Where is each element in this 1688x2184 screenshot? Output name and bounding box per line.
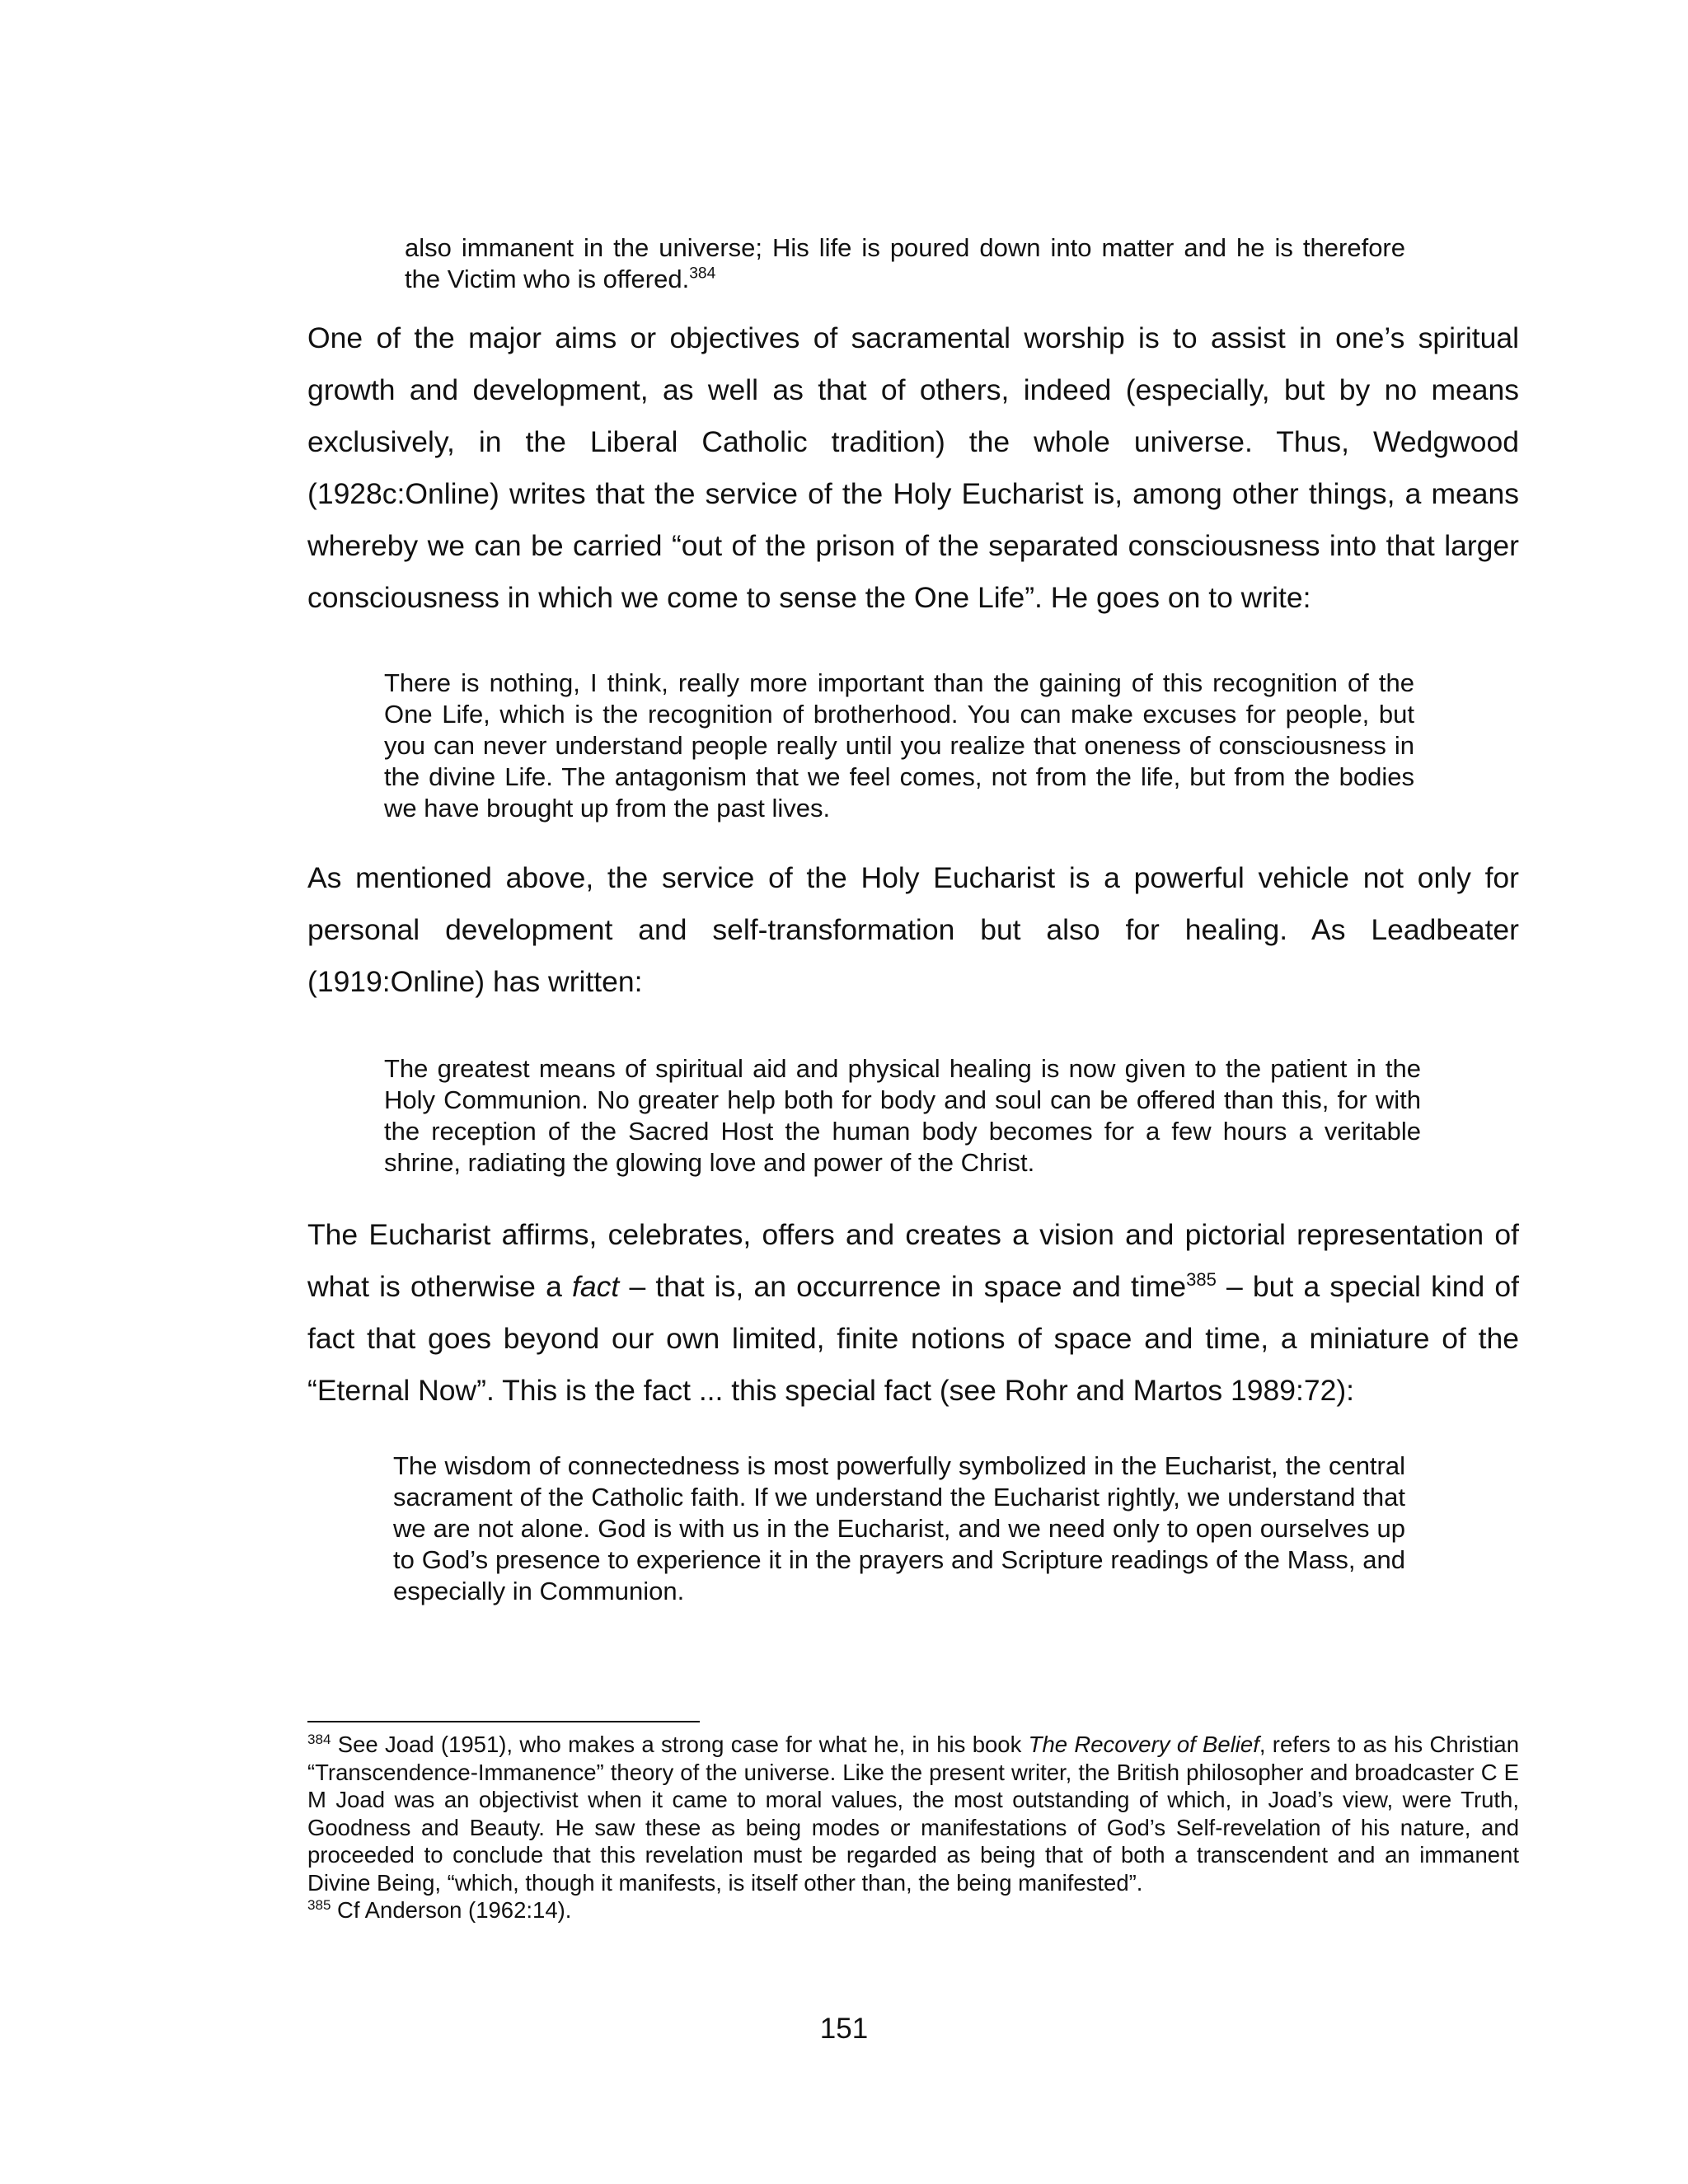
footnote-number-384: 384 <box>307 1731 331 1747</box>
footnote-385-text: Cf Anderson (1962:14). <box>331 1897 572 1923</box>
emphasis-fact: fact <box>572 1270 620 1303</box>
body-paragraph-1: One of the major aims or objectives of sacramental worship is to assist in one’s spiritual growth and development, as well as that of others, indeed (especially, but by no means exclusively, in the Liberal Catholic tradition) the whole universe. Thus, Wedgwood (1928c:Online) writes that the service of the Holy Eucharist is, among other things, a means whereby we can be carried “out of the prison of the separated consciousness into that larger consciousness in which we come to sense the One Life”. He goes on to write: <box>307 321 1519 614</box>
footnote-384 <box>307 1731 1519 1896</box>
footnote-separator <box>307 1721 700 1722</box>
body-paragraph-3 <box>307 1209 1519 1417</box>
footnote-384-text-a: See Joad (1951), who makes a strong case for what he, in his book <box>331 1732 1029 1757</box>
footnote-number-385: 385 <box>307 1896 331 1913</box>
footnotes <box>307 1721 1519 1924</box>
footnote-ref-385: 385 <box>1186 1269 1217 1291</box>
block-quote-4: The wisdom of connectedness is most powerfully symbolized in the Eucharist, the central sacrament of the Catholic faith. If we understand the Eucharist rightly, we understand that we are not alone. God is with us in the Eucharist, and we need only to open ourselves up to God’s presence to experience it in the prayers and Scripture readings of the Mass, and especially in Communion. <box>393 1451 1405 1605</box>
footnote-384-text-b: , refers to as his Christian “Transcendence-Immanence” theory of the universe. Like the present writer, the British philosopher and broadcaster C E M Joad was an objectivist when it came to moral values, the most outstanding of which, in Joad’s view, were Truth, Goodness and Beauty. He saw these as being modes or manifestations of God’s Self-revelation of his nature, and proceeded to conclude that this revelation must be regarded as being that of both a transcendent and an immanent Divine Being, “which, though it manifests, is itself other than, the being manifested”. <box>307 1732 1519 1896</box>
paragraph-3-text-c: – but a special kind of fact that goes beyond our own limited, finite notions of space and time, a miniature of the “Eternal Now”. This is the fact ... this special fact (see Rohr and Martos 1989:72): <box>307 1270 1519 1407</box>
block-quote-2: There is nothing, I think, really more important than the gaining of this recognition of the One Life, which is the recognition of brotherhood. You can make excuses for people, but you can never understand people really until you realize that oneness of consciousness in the divine Life. The antagonism that we feel comes, not from the life, but from the bodies we have brought up from the past lives. <box>384 668 1414 823</box>
block-quote-1 <box>405 232 1405 295</box>
body-paragraph-2: As mentioned above, the service of the Holy Eucharist is a powerful vehicle not only for personal development and self-transformation but also for healing. As Leadbeater (1919:Online) has written: <box>307 861 1519 998</box>
footnote-ref-384: 384 <box>689 265 716 283</box>
page-number: 151 <box>819 2013 869 2045</box>
paragraph-3-text-a: The Eucharist affirms, celebrates, offers and creates a vision and pictorial representation of what is otherwise a <box>307 1218 1519 1303</box>
book-title: The Recovery of Belief <box>1028 1732 1259 1757</box>
block-quote-3: The greatest means of spiritual aid and physical healing is now given to the patient in the Holy Communion. No greater help both for body and soul can be offered than this, for with the reception of the Sacred Host the human body becomes for a few hours a veritable shrine, radiating the glowing love and power of the Christ. <box>384 1054 1421 1177</box>
footnote-385 <box>307 1896 1519 1924</box>
block-quote-1-text: also immanent in the universe; His life is poured down into matter and he is therefore the Victim who is offered. <box>405 233 1405 293</box>
paragraph-3-text-b: – that is, an occurrence in space and time <box>619 1270 1187 1303</box>
